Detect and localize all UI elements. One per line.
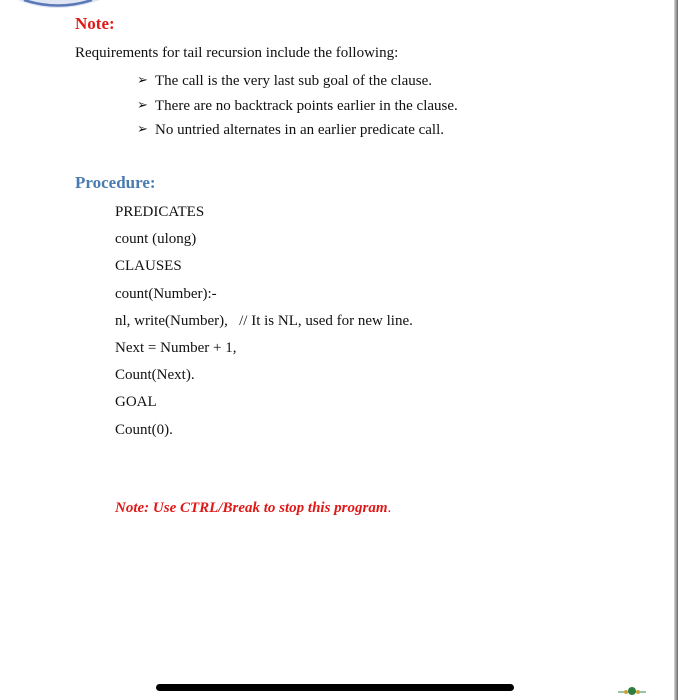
list-item <box>137 97 458 122</box>
procedure-heading: Procedure: <box>75 173 156 192</box>
code-line: count(Number):- <box>115 285 217 302</box>
requirement-text: No untried alternates in an earlier predicate call. <box>155 122 445 138</box>
list-item <box>137 72 458 97</box>
arrow-bullet-icon: ➢ <box>137 73 148 88</box>
page-ornament-icon <box>616 685 648 697</box>
code-line: GOAL <box>115 394 157 411</box>
page-edge <box>674 0 678 700</box>
footer-note-text: Note: Use CTRL/Break to stop this program <box>115 500 388 516</box>
corner-swoosh-icon <box>0 0 110 14</box>
footer-note-period: . <box>387 500 392 516</box>
arrow-bullet-icon: ➢ <box>137 97 148 113</box>
code-line: count (ulong) <box>115 231 197 248</box>
arrow-bullet-icon: ➢ <box>137 122 148 137</box>
intro-text: Requirements for tail recursion include the following: <box>75 45 399 61</box>
code-line: Count(0). <box>115 421 173 438</box>
list-item <box>137 121 458 146</box>
code-line: Next = Number + 1, <box>115 339 237 356</box>
note-heading: Note: <box>75 14 115 33</box>
code-line: Count(Next). <box>115 367 195 384</box>
code-line: CLAUSES <box>115 258 182 275</box>
requirement-text: The call is the very last sub goal of the clause. <box>155 73 432 89</box>
code-line: PREDICATES <box>115 204 205 220</box>
procedure-code <box>115 202 413 447</box>
footer-note <box>115 500 391 517</box>
requirement-text: There are no backtrack points earlier in the clause. <box>155 97 458 114</box>
code-line: nl, write(Number), // It is NL, used for new line. <box>115 312 413 329</box>
requirements-list <box>137 72 458 146</box>
home-indicator[interactable] <box>156 684 514 691</box>
